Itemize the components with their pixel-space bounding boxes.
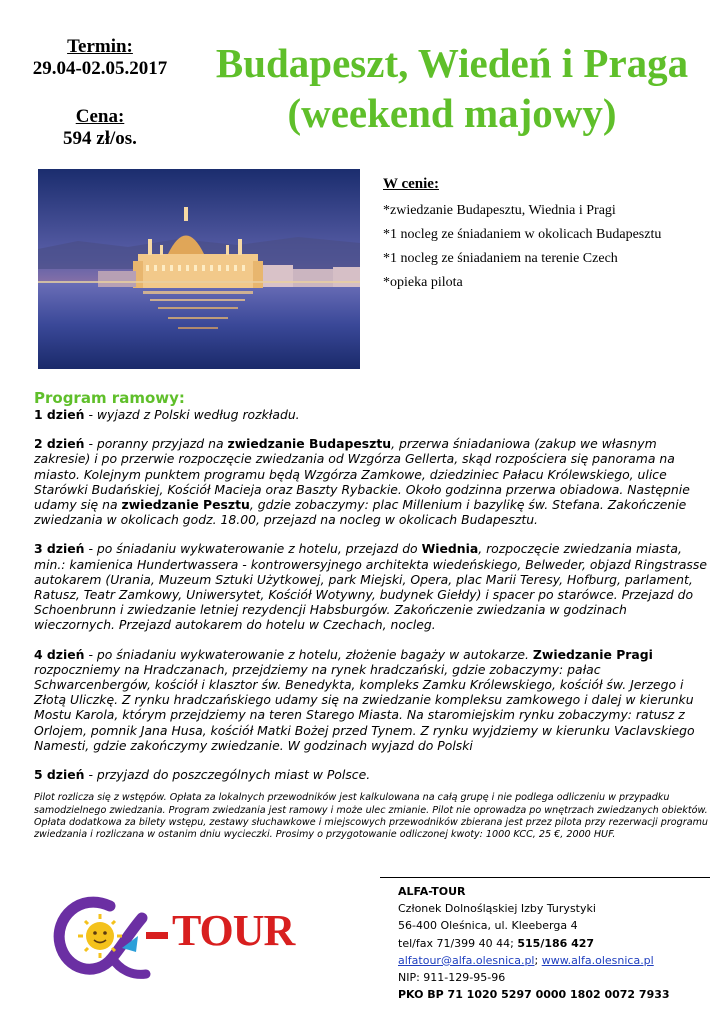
included-item: *1 nocleg ze śniadaniem na terenie Czech (383, 251, 618, 266)
title-line-2: (weekend majowy) (287, 90, 617, 136)
title-line-1: Budapeszt, Wiedeń i Praga (215, 40, 689, 86)
day-2-paragraph (34, 436, 710, 527)
company-address: 56-400 Oleśnica, ul. Kleeberga 4 (398, 919, 578, 933)
company-phone (398, 935, 718, 952)
embankment-lights (38, 281, 360, 283)
company-links (398, 952, 718, 969)
company-bank-account: PKO BP 71 1020 5297 0000 1802 0072 7933 (398, 988, 670, 1002)
day-3-label: 3 dzień (34, 541, 85, 557)
page-title (190, 38, 714, 138)
phone-prefix: tel/fax 71/399 40 44; (398, 936, 518, 950)
footer-divider (380, 877, 710, 878)
day-4-label: 4 dzień (34, 646, 85, 662)
day-4-text-2: rozpoczniemy na Hradczanach, przejdziemy na rynek hradczański, gdzie zobaczymy: pałac Schwarcenbergów, kościół i klasztor św. Benedykta, kompleks Zamku Królewskiego, kościół św. Jerzego i Złotą Uliczkę. Z rynku hradczańskiego udamy się na zwiedzanie kompleksu zamkowego i dalej w kierunku Mostu Karola, którym przejdziemy na teren Starego Miasta. Na staromiejskim rynku zobaczymy: ratusz z Orlojem, pomnik Jana Husa, kościół Matki Bożej przed Tynem. Z rynku wyjdziemy w kierunku Vaclavskiego Namesti, gdzie zakończymy zwiedzanie. W godzinach wyjazd do Polski (34, 661, 695, 753)
company-membership: Członek Dolnośląskiej Izby Turystyki (398, 902, 596, 916)
company-nip: NIP: 911-129-95-96 (398, 971, 506, 985)
website-link[interactable]: www.alfa.olesnica.pl (541, 953, 654, 967)
program-section (34, 389, 710, 842)
company-name: ALFA-TOUR (398, 885, 466, 898)
links-separator: ; (534, 953, 542, 967)
budapest-parliament-photo (38, 169, 360, 369)
day-2-bold-1: zwiedzanie Budapesztu (227, 436, 392, 452)
day-3-text-2: , rozpoczęcie zwiedzania miasta, min.: kamienica Hundertwassera - kontrowersyjnego architekta wiedeńskiego, Belweder, objazd Ringstrasse autokarem (Urania, Muzeum Sztuki Użytkowej, park Miejski, Opera, plac Marii Teresy, Hofburg, parlament, Ratusz, Teatr Zamkowy, Uniwersytet, Kościół Wotywny, budynek Giełdy) i spacer po starówce. Przejazd do Schoenbrunn i zwiedzanie letniej rezydencji Habsburgów. Zakończenie zwiedzania w godzinach wieczornych. Przejazd autokarem do hotelu w Czechach, nocleg. (34, 541, 707, 633)
day-2-text-2: , przerwa śniadaniowa (zakup we własnym zakresie) i po przerwie rozpoczęcie zwiedzania od Wzgórza Gellerta, skąd rozpościera się panorama na miasto. Kolejnym punktem programu będą Wzgórza Zamkowe, dziedziniec Pałacu Królewskiego, ulice Starówki Budańskiej, Kościół Macieja oraz Baszty Rybackie. Około godzinna przerwa obiadowa. Następnie udamy się na (34, 436, 690, 513)
day-1-label: 1 dzień (34, 407, 85, 422)
price-value: 594 zł/os. (63, 128, 137, 149)
day-1-text: - wyjazd z Polski według rozkładu. (84, 407, 300, 422)
day-4-bold-1: Zwiedzanie Pragi (532, 646, 653, 662)
alfa-tour-logo (50, 888, 295, 984)
price-label: Cena: (75, 106, 125, 127)
included-section (383, 176, 713, 295)
term-value: 29.04-02.05.2017 (32, 58, 168, 79)
company-info (398, 883, 718, 1003)
day-5-label: 5 dzień (34, 767, 85, 783)
sun-icon (86, 922, 114, 950)
day-2-bold-2: zwiedzanie Pesztu (121, 497, 250, 513)
day-5-paragraph (34, 767, 710, 782)
day-2-text-1: - poranny przyjazd na (84, 436, 228, 452)
email-link[interactable]: alfatour@alfa.olesnica.pl (398, 953, 535, 967)
day-3-paragraph (34, 541, 710, 632)
day-4-text-1: - po śniadaniu wykwaterowanie z hotelu, złożenie bagaży w autokarze. (84, 646, 533, 662)
logo-text: TOUR (172, 906, 295, 955)
term-price-block (18, 36, 182, 150)
day-1-paragraph (34, 407, 710, 422)
day-5-text: - przyjazd do poszczególnych miast w Polsce. (84, 767, 371, 783)
program-heading: Program ramowy: (34, 389, 185, 407)
day-2-text-3: , gdzie zobaczymy: plac Millenium i bazylikę św. Stefana. Zakończenie zwiedzania w okolicach godz. 18.00, przejazd na nocleg w okolicach Budapesztu. (34, 497, 687, 528)
day-2-label: 2 dzień (34, 436, 85, 452)
included-heading: W cenie: (383, 176, 439, 192)
logo-dash (146, 932, 168, 939)
phone-bold: 515/186 427 (517, 936, 595, 950)
included-item: *1 nocleg ze śniadaniem w okolicach Budapesztu (383, 227, 662, 242)
pilot-note: Pilot rozlicza się z wstępów. Opłata za lokalnych przewodników jest kalkulowana na całą grupę i nie podlega odliczeniu w przypadku samodzielnego zwiedzania. Program zwiedzania jest ramowy i może ulec zmianie. Pilot nie oprowadza po wnętrzach zwiedzanych obiektów. Opłata dodatkowa za bilety wstępu, zestawy słuchawkowe i miejscowych przewodników zbierana jest przez pilota przy rezerwacji programu zwiedzania i rozliczana w ostanim dniu wycieczki. Prosimy o przygotowanie odliczonej kwoty: 1000 KCC, 25 €, 2000 HUF. (34, 792, 708, 841)
photo-svg (38, 169, 360, 369)
included-item: *opieka pilota (383, 275, 463, 290)
included-item: *zwiedzanie Budapesztu, Wiednia i Pragi (383, 203, 616, 218)
day-4-paragraph (34, 647, 710, 753)
day-3-text-1: - po śniadaniu wykwaterowanie z hotelu, przejazd do (84, 541, 422, 557)
term-label: Termin: (67, 36, 133, 57)
river (38, 281, 360, 369)
day-3-bold-1: Wiednia (421, 541, 479, 557)
